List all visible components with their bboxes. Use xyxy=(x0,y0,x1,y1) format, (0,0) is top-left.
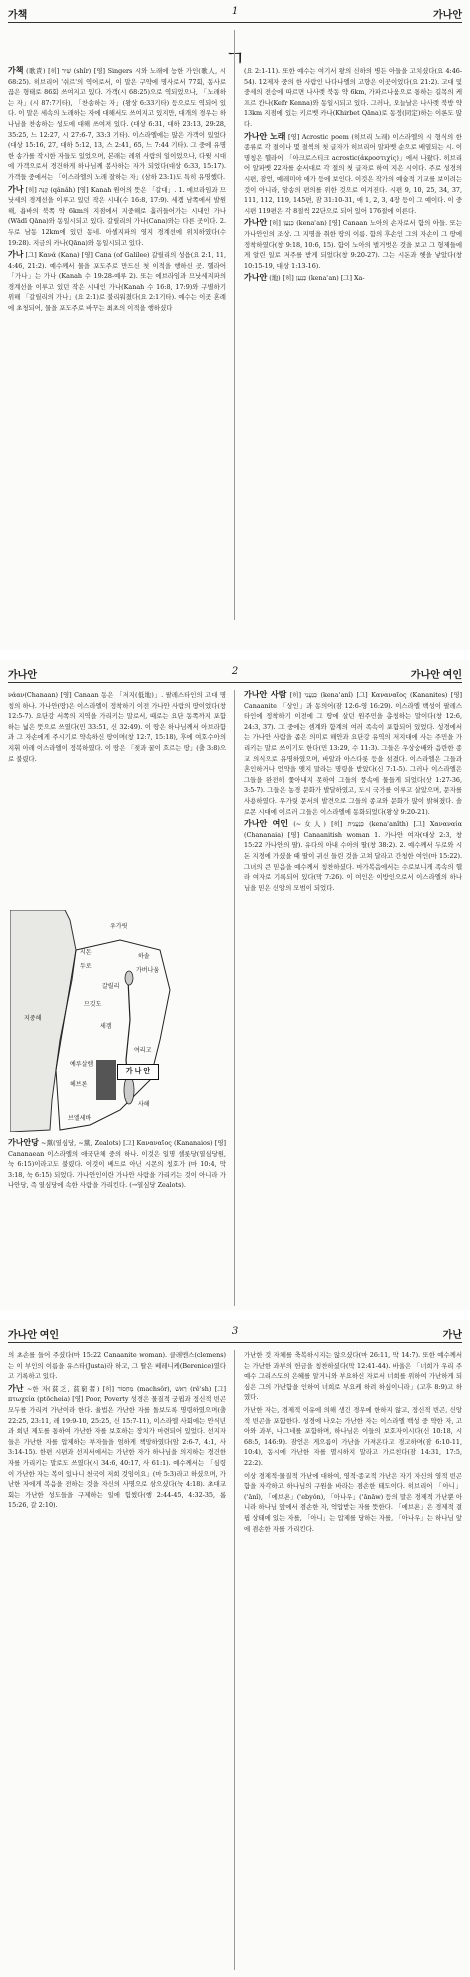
entry xyxy=(8,1138,226,1191)
column-left xyxy=(8,690,226,908)
entry-body: ~한 자(貧乏, 貧窮者) [히] מַחְסוֹר (machsôr), רֵאשׁ (rêʾsh) [그] πτωχεία (ptōcheia) [영] Poor, Poverty 성경은 물질적 궁핍과 정신적 빈곤 모두를 가리켜 가난이라 한다. 율법은 가난한 자를 돌보도록 명령하였으며(출 22:25, 23:11, 레 19:9-10, 25:25, 신 15:7-11), 이스라엘 사회에는 안식년과 희년 제도를 통하여 가난한 자를 보호하는 장치가 마련되어 있었다. 선지자들은 가난한 자를 압제하는 부자들을 엄하게 책망하였다(암 2:6-7, 4:1, 사 3:14-15). 한편 시편과 선지서에서는 가난한 자가 하나님을 의지하는 경건한 자를 가리키는 말로도 쓰였다(시 34:6, 40:17, 사 61:1). 예수께서는 「심령이 가난한 자는 복이 있나니 천국이 저희 것임이요」(마 5:3)라고 하셨으며, 가난한 자에게 복음을 전하는 것을 자신의 사명으로 삼으셨다(눅 4:18). 초대교회는 가난한 성도들을 구제하는 일에 힘썼다(행 2:44-45, 4:32-35, 롬 15:26, 갈 2:10). xyxy=(8,1384,226,1510)
map-place: 사해 xyxy=(138,1101,150,1108)
entry-body: [그] Κανά (Kana) [영] Cana (of Galilee) 갈릴리의 성읍(요 2:1, 11, 4:46, 21:2). 예수께서 물을 포도주로 만드신 첫 이적을 행하신 곳. 헬라어 「가나」는 가나 (Kanah 수 19:28-예루 2). 또는 에브라임과 므낫세지파의 경계선을 이루고 있던 작은 시내인 가나(Kanah 수 16:8, 17:9)와 구별하기 위해 「갈릴리의 가나」(요 2:1)로 불리워졌다(요 2:1기타). 예수는 이곳 혼례에 초청되어, 물을 포도주로 바꾸는 최초의 이적을 행하셨다 xyxy=(8,251,226,313)
map-place: 하솔 xyxy=(138,953,150,960)
entry-headword: 가나안 xyxy=(244,218,268,228)
column-divider xyxy=(234,690,235,1306)
entry-body: ~黨(열심당, ~黨, Zealots) [그] Καναναῖος (Kananaios) [영] Cananaean 이스라엘의 애국단체 중의 하나. 이것은 일명 셀롯당(열심당원, 눅 6:15)이라고도 불렸다. 이것이 베드로 아닌 시몬의 칭호가 (마 10:4, 막 3:18, 눅 6:15) 되었다. 가나안인이란 가나안 사람을 가리키는 것이 아니라 가나안당, 즉 열심당에 속한 사람을 가리킨다. (→열심당 Zealots). xyxy=(8,1139,226,1190)
map-place: 우가릿 xyxy=(110,923,128,930)
entry xyxy=(8,1384,226,1511)
canaan-map xyxy=(10,910,224,1132)
entry xyxy=(244,819,462,893)
dictionary-page-2 xyxy=(0,660,470,1310)
entry-body: 이상 경제적·물질적 가난에 대하여, 영적·종교적 가난은 자기 자신의 영적 빈곤함을 자각하고 하나님의 구원을 바라는 겸손한 태도이다. 히브리어 「아니」(ʿānî), 「에브욘」(ʾebyôn), 「아나우」(ʿānāw) 등의 말은 경제적 가난뿐 아니라 하나님 앞에서 겸손한 자, 억압받는 자를 뜻한다. 「에브욘」은 경제적 결핍 상태에 있는 자를, 「아니」는 압제를 당하는 자를, 「아나우」는 하나님 앞에 겸손한 자를 가리킨다. xyxy=(244,1471,462,1533)
entry-body: [히] קָנָה (qânâh) [영] Kanah 원어의 뜻은 「갈대」. 1. 에브라임과 므낫세의 경계선을 이루고 있던 작은 시내(수 16:8, 17:9). 세겜 남쪽에서 발원해, 욥바의 북쪽 약 6km의 지점에서 지중해로 흘러들어가는 시내인 가나(Wādī Qāna)와 동일시되고 있다. 갈릴리의 가나(Cana)와는 다른 곳이다. 2. 두로 남동 12km에 있던 동네. 아셀지파의 영지 경계선에 위치하였다(수 19:28). 지금의 카나(Qāna)와 동일시되고 있다. xyxy=(8,185,226,247)
entry-body: νάαν(Chanaan) [영] Canaan 동은 「저지(低地)」. 팔레스타인의 고대 명칭의 하나. 가나안(땅)은 이스라엘이 정착하기 이전 가나안 사람의 땅이었다(창 12:5-7). 요단강 서쪽의 지역을 가리키는 말로서, 때로는 요단 동쪽까지 포함하는 넓은 뜻으로 쓰였다(민 33:51, 신 32:49). 이 땅은 하나님께서 아브라함과 그 자손에게 주시기로 약속하신 땅이며(창 12:7, 15:18), 후에 여호수아의 지휘 아래 이스라엘이 정복하였다. 이 땅은 「젖과 꿀이 흐르는 땅」(출 3:8)으로 불렸다. xyxy=(8,691,226,763)
header-left: 가나안 xyxy=(8,670,37,681)
header-right: 가난 xyxy=(442,1330,462,1341)
entry-body: (요 2:1-11). 또한 예수는 여기서 왕의 신하의 병든 아들을 고치셨다(요 4:46-54). 12제자 중의 한 사람인 나다나엘의 고향은 이곳이었다(요 21:2). 고대 및 중세의 전승에 따르면 나사렛 북동 약 6km, 가파르나움으로 통하는 길목의 케프르 칸나(Kefr Kenna)와 동일시되고 있다. 그러나, 오늘날은 나사렛 북방 약 13km 지점에 있는 키르벳 카나(Khirbet Qāna)로 동정(同定)하는 이론도 많다. xyxy=(244,67,462,128)
map-place: 므깃도 xyxy=(84,1001,102,1008)
page-number: 2 xyxy=(231,666,239,677)
column-divider xyxy=(234,1350,235,1970)
entry-body: 가난한 자는, 경제적 이유에 의해 생긴 경우에 한하지 않고, 정신적 빈곤, 신앙적 빈곤을 포함한다. 성경에 나오는 가난한 자는 이스라엘 백성 중 약한 자, 고아와 과부, 나그네를 포함하며, 하나님은 이들의 보호자이시다(신 10:18, 시 68:5, 146:9). 잠언은 게으름이 가난을 가져온다고 경고하며(잠 6:10-11, 10:4), 동시에 가난한 자를 멸시하지 말라고 가르친다(잠 14:31, 17:5, 22:2). xyxy=(244,1405,462,1467)
entry-body: 가난한 것 자체를 축복하시지는 않으셨다(마 26:11, 막 14:7). 또한 예수께서는 가난한 과부의 헌금을 칭찬하셨다(막 12:41-44). 바울은 「너희가 우리 주 예수 그리스도의 은혜를 알거니와 부요하신 자로서 너희를 위하여 가난하게 되심은 그의 가난함을 인하여 너희로 부요케 하려 하심이니라」(고후 8:9)고 하였다. xyxy=(244,1351,462,1402)
map-place: 지중해 xyxy=(24,1015,42,1022)
entry xyxy=(8,185,226,249)
entry-body: 의 초손를 들어 주셨다(마 15:22 Canaanite woman). 클레멘스(clemens)는 이 부인의 이름을 유스타(Justa)라 하고, 그 딸은 베레니케(Berenice)였다고 기록하고 있다. xyxy=(8,1351,226,1381)
map-place: 시돈 xyxy=(80,949,92,956)
column-left xyxy=(8,66,226,644)
header-left: 가나안 여인 xyxy=(8,1330,60,1341)
entry-headword: 가나안 사람 xyxy=(244,690,287,699)
map-place: 두로 xyxy=(80,963,92,970)
page-header xyxy=(8,6,462,23)
map-place: 갈릴리 xyxy=(102,983,120,990)
entry-body: [히] כְּנַעַן (kenaʿan) [영] Canaan 노아의 손자로서 함의 아들. 또는 가나안인의 조상. 그 지명을 취한 땅의 이름. 함의 후손인 그의 자손이 그 땅에 정착하였다(창 9:18, 10:6, 15). 함이 노아의 벌거벗은 것을 보고 그 형제들에게 알린 일로 저주를 받게 되었다(창 9:20-27). 그는 시돈과 헷을 낳았다(창 10:15-19, 대상 1:13-16). xyxy=(244,219,462,270)
entry xyxy=(244,690,462,817)
dictionary-page-3 xyxy=(0,1320,470,1977)
entry xyxy=(244,218,462,271)
column-right xyxy=(244,1350,462,1970)
dictionary-page-1 xyxy=(0,0,470,650)
entry-headword: 가나안 노래 xyxy=(244,131,286,141)
entry-body: (地) [히] כְּנַעַן (kenaʿan) [그] Xa- xyxy=(269,274,365,283)
judea-region xyxy=(96,1060,116,1100)
entry-headword: 가난 xyxy=(8,1383,24,1393)
column-right xyxy=(244,66,462,644)
page-header xyxy=(8,666,462,683)
column-left xyxy=(8,1350,226,1970)
page-number: 3 xyxy=(231,1326,239,1337)
entry xyxy=(244,1405,462,1469)
entry xyxy=(244,1350,462,1403)
entry xyxy=(244,1471,462,1535)
map-place: 예루살렘 xyxy=(70,1061,94,1068)
entry-headword: 가책 xyxy=(8,66,24,75)
map-place: 여리고 xyxy=(134,1047,152,1054)
map-place: 브엘세바 xyxy=(68,1115,92,1122)
column-divider xyxy=(234,30,235,620)
entry-body: (歌責) [히] שִׁיר (shîr) [영] Singers 시와 노래에 능한 가인(歌人, 시 68:25). 히브리어 '쉬르'의 역어로서, 이 말은 구약에 명사로서 77회, 동사로 끊은 형태로 86회 쓰여지고 있다. 가객(시 68:25)으로 역되었으나, 「노래하는 자」(시 87:7기타), 「찬송하는 자」(왕상 6:33기타) 등으로도 역되어 있다. 이 말은 세속의 노래하는 자에 대해서도 쓰여지고 있지만, 대개의 경우는 하나님을 찬송하는 성도에 대해 쓰여져 있다. (대상 6:31, 대하 23:13, 29:28, 35:25, 느 12:27, 시 27:6-7, 33:3 기타). 이스라엘에는 많은 가객이 있었다(대상 15:16, 27, 대하 5:12, 13, 스 2:41, 65, 느 7:44 기타). 그 중에 유명한 송가를 작시한 자들도 있었으며, 본래는 레위 사람의 일이었으나, 다윗 시대에 가객으로서 경건하게 하나님께 봉사하는 자가 되었다(대상 6:33, 15:17). 가객들 중에서는 「이스라엘의 노래 잘하는 자」(삼하 23:1)도 특히 유명했다. xyxy=(8,67,226,181)
entry-body: (~女人) [히] כְּנַעֲנִית (kenaʿanîth) [그] Χαναναία (Chananaia) [영] Canaanitish woman 1. 가나안 여자(대상 2:3, 창 15:22 가나안의 딸). 유다의 아내 수아의 딸(창 38:2). 2. 예수께서 두로와 시돈 지경에 가셨을 때 딸이 귀신 들린 것을 고쳐 달라고 간청한 여인(마 15:22). 그녀의 큰 믿음을 예수께서 칭찬하셨다. 마가복음에서는 수로보니게 족속의 헬라 여자로 기록되어 있다(막 7:26). 이 여인은 이방인으로서 이스라엘의 하나님을 믿은 신앙의 모범이 되었다. xyxy=(244,820,462,892)
page-gap xyxy=(0,650,470,660)
column-left-lower xyxy=(8,1138,226,1306)
entry-headword: 가나 xyxy=(8,184,24,194)
dead-sea xyxy=(124,1076,134,1104)
map-label-box: 가 나 안 xyxy=(117,1064,159,1080)
header-right: 가나안 xyxy=(433,10,462,21)
entry-headword: 가나 xyxy=(8,250,24,260)
page-header xyxy=(8,1326,462,1343)
entry xyxy=(8,250,226,314)
entry xyxy=(244,132,462,217)
entry-headword: 가나안 xyxy=(244,273,268,283)
column-right xyxy=(244,690,462,1306)
header-left: 가책 xyxy=(8,10,28,21)
sea-of-galilee xyxy=(125,971,133,985)
section-letter: ㄱ xyxy=(224,47,246,72)
entry-body: [영] Acrostic poem (히브리 노래) 이스라엘의 시 형식의 한 종류로 각 절이나 몇 절씩의 첫 글자가 히브리어 알파벳 순으로 배열되는 시. 이 명칭은 헬라어 「아크로스티크 acrostic(ἀκροστιχίς)」에서 나왔다. 히브리어 알파벳 22자를 순서대로 각 절의 첫 글자로 하여 지은 시이다. 주로 성경의 시편, 잠언, 예레미야 애가 등에 보인다. 이것은 작가의 예술적 기교를 보이려는 것이 아니라, 암송의 편의를 위한 것으로 여겨진다. 시편 9, 10, 25, 34, 37, 111, 112, 119, 145편, 잠 31:10-31, 애 1, 2, 3, 4장 등이 그 예이다. 이 중 시편 119편은 각 8절씩 22단으로 되어 있어 176절에 이른다. xyxy=(244,132,462,215)
entry xyxy=(8,1350,226,1382)
map-place: 헤브론 xyxy=(70,1081,88,1088)
entry xyxy=(8,66,226,183)
entry-headword: 가나안당 xyxy=(8,1138,39,1147)
page-number: 1 xyxy=(231,6,239,17)
map-place: 세겜 xyxy=(100,1023,112,1030)
page-gap xyxy=(0,1310,470,1320)
entry-body: [히] כְּנַעֲנִי (kenaʿanî) [그] Καναναῖος (Kananites) [영] Canaanite 「상인」과 동의어(잠 12:6-영 16:29). 이스라엘 백성이 팔레스타인에 정착하기 이전에 그 땅에 살던 원주민을 총칭하는 말이다(창 12:6, 24:3, 37). 그 중에는 셈계와 함계의 여러 족속이 포함되어 있었다. 성경에서는 가나안 사람을 좁은 의미로 해안과 요단강 유역의 저지대에 사는 주민을 가리키는 말로 쓰이기도 한다(민 13:29, 수 11:3). 그들은 우상숭배와 음란한 종교 의식으로 유명하였으며, 바알과 아스다롯 등을 섬겼다. 이스라엘은 그들과 혼인하거나 언약을 맺지 말라는 명령을 받았다(신 7:1-5). 그러나 이스라엘은 그들을 완전히 쫓아내지 못하여 그들의 풍속에 물들게 되었다(삿 1:27-36, 3:5-7). 그들은 농경 문화가 발달하였고, 도시 국가를 이루고 살았으며, 문자를 사용하였다. 우가릿 문서의 발견으로 그들의 종교와 문화가 많이 밝혀졌다. 솔로몬 시대에 이르러 그들은 이스라엘에 동화되었다(왕상 9:20-21). xyxy=(244,691,462,816)
entry xyxy=(244,66,462,130)
header-right: 가나안 여인 xyxy=(410,670,462,681)
entry xyxy=(8,690,226,764)
entry-headword: 가나안 여인 xyxy=(244,819,289,829)
entry xyxy=(244,273,462,284)
map-place: 가버나움 xyxy=(136,967,160,974)
